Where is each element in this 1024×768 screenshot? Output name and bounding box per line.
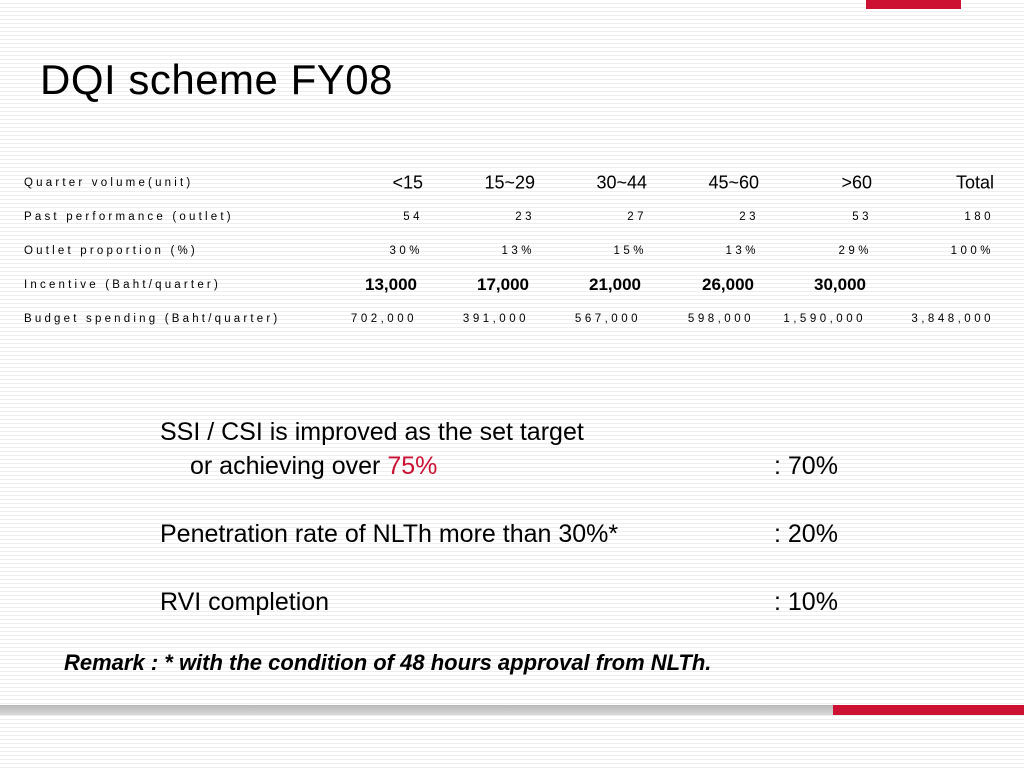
table-cell: 13% (501, 245, 535, 257)
table-cell: <15 (392, 172, 423, 193)
rvi-weight: : 10% (774, 588, 838, 616)
slide-title: DQI scheme FY08 (40, 56, 393, 103)
table-row-outlet-proportion (24, 234, 1014, 268)
table-cell: 702,000 (350, 313, 417, 325)
row-label: Incentive (Baht/quarter) (24, 279, 221, 291)
penetration-criterion: Penetration rate of NLTh more than 30%* (160, 520, 619, 548)
table-cell: 15~29 (484, 172, 535, 193)
table-cell: 23 (739, 211, 759, 223)
table-cell: 17,000 (477, 275, 529, 294)
top-accent-bar (866, 0, 961, 9)
table-cell: 45~60 (708, 172, 759, 193)
table-cell: 21,000 (589, 275, 641, 294)
row-label: Outlet proportion (%) (24, 245, 198, 257)
table-cell: Total (955, 172, 994, 193)
table-cell: 30~44 (596, 172, 647, 193)
table-cell: 53 (852, 211, 872, 223)
table-cell: 29% (838, 245, 872, 257)
table-cell: 54 (403, 211, 423, 223)
ssi-criterion-text: or achieving over (190, 452, 388, 480)
table-row-past-performance (24, 200, 1014, 234)
ssi-criterion-line1: SSI / CSI is improved as the set target (160, 418, 584, 446)
table-cell: >60 (841, 172, 872, 193)
rvi-criterion: RVI completion (160, 588, 330, 616)
ssi-threshold-highlight: 75% (387, 452, 438, 480)
table-cell: 3,848,000 (911, 313, 994, 325)
bottom-gray-bar (0, 705, 833, 715)
ssi-weight: : 70% (774, 452, 838, 480)
table-row-quarter-volume (24, 166, 1014, 200)
row-label: Past performance (outlet) (24, 211, 234, 223)
table-row-incentive (24, 268, 1014, 302)
row-label: Quarter volume(unit) (24, 177, 194, 189)
table-cell: 27 (627, 211, 647, 223)
table-cell: 100% (950, 245, 994, 257)
table-cell: 1,590,000 (783, 313, 866, 325)
table-cell: 180 (964, 211, 994, 223)
row-label: Budget spending (Baht/quarter) (24, 313, 281, 325)
table-cell: 26,000 (702, 275, 754, 294)
table-cell: 30,000 (814, 275, 866, 294)
penetration-weight: : 20% (774, 520, 838, 548)
table-row-budget-spending (24, 302, 1014, 336)
remark-note: Remark : * with the condition of 48 hours approval from NLTh. (64, 650, 712, 675)
table-cell: 30% (389, 245, 423, 257)
table-cell: 13,000 (365, 275, 417, 294)
bottom-red-bar (833, 705, 1024, 715)
ssi-criterion-line2 (190, 452, 437, 481)
table-cell: 391,000 (462, 313, 529, 325)
table-cell: 23 (515, 211, 535, 223)
table-cell: 567,000 (574, 313, 641, 325)
table-cell: 13% (725, 245, 759, 257)
dqi-table (24, 166, 1014, 336)
table-cell: 598,000 (687, 313, 754, 325)
table-cell: 15% (613, 245, 647, 257)
